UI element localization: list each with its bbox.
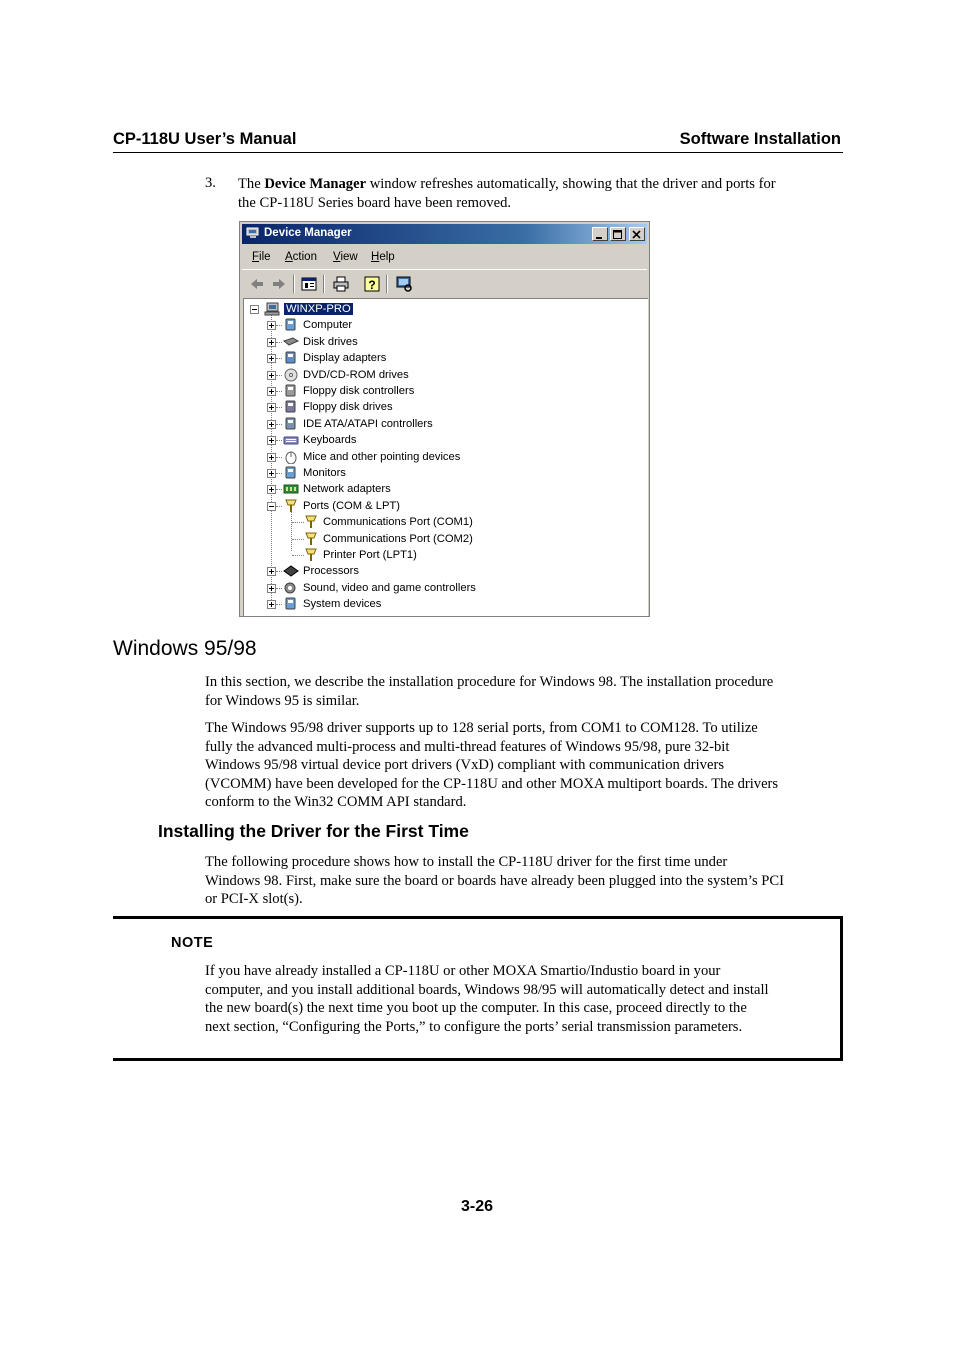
text-line: (VCOMM) have been developed for the CP-118U and other MOXA multiport boards. The drivers bbox=[205, 775, 779, 792]
tree-connector bbox=[276, 325, 282, 326]
section-title: Windows 95/98 bbox=[113, 637, 257, 660]
menu-help-label: elp bbox=[379, 251, 395, 263]
tree-item[interactable] bbox=[244, 416, 644, 432]
title-bar[interactable] bbox=[242, 224, 647, 244]
header-rule bbox=[113, 152, 843, 153]
collapse-minus-icon[interactable] bbox=[267, 502, 276, 511]
tree-item[interactable] bbox=[244, 563, 644, 579]
tree-item[interactable] bbox=[244, 498, 644, 514]
tree-connector bbox=[276, 407, 282, 408]
step-3-rest: window refreshes automatically, showing that the driver and ports for bbox=[366, 176, 776, 192]
port-icon bbox=[303, 548, 319, 562]
text-line: or PCI-X slot(s). bbox=[205, 891, 303, 907]
tree-item-label: DVD/CD-ROM drives bbox=[303, 368, 409, 381]
tree-connector bbox=[276, 604, 282, 605]
tree-connector bbox=[276, 506, 282, 507]
tree-connector bbox=[276, 342, 282, 343]
menu-view-label: iew bbox=[340, 251, 358, 263]
tree-item-label: Sound, video and game controllers bbox=[303, 581, 476, 594]
expand-plus-icon[interactable] bbox=[267, 403, 276, 412]
expand-plus-icon[interactable] bbox=[267, 469, 276, 478]
text-line: If you have already installed a CP-118U or other MOXA Smartio/Industio board in your bbox=[205, 963, 721, 979]
expand-plus-icon[interactable] bbox=[267, 485, 276, 494]
computer-icon bbox=[283, 318, 299, 332]
tree-item-label: Floppy disk controllers bbox=[303, 385, 415, 397]
tree-connector bbox=[276, 457, 282, 458]
tree-item[interactable] bbox=[244, 399, 644, 415]
step-3-pre: The bbox=[238, 176, 265, 192]
tree-child-label: Printer Port (LPT1) bbox=[323, 549, 417, 561]
step-number: 3. bbox=[205, 175, 216, 191]
expand-plus-icon[interactable] bbox=[267, 600, 276, 609]
tree-item[interactable] bbox=[244, 449, 644, 465]
processor-icon bbox=[283, 564, 299, 578]
properties-icon[interactable] bbox=[300, 275, 318, 293]
device-manager-icon bbox=[246, 227, 260, 239]
sound-icon bbox=[283, 581, 299, 595]
tree-item-label: IDE ATA/ATAPI controllers bbox=[303, 417, 433, 430]
computer-root bbox=[264, 302, 280, 316]
step-3-line2: the CP-118U Series board have been removed. bbox=[238, 194, 512, 211]
help-icon[interactable] bbox=[363, 275, 381, 293]
header-section-title: Software Installation bbox=[679, 130, 841, 148]
menu-action[interactable] bbox=[285, 251, 317, 263]
minimize-button[interactable] bbox=[592, 227, 608, 241]
tree-item-label: Ports (COM & LPT) bbox=[303, 499, 400, 512]
expand-plus-icon[interactable] bbox=[267, 567, 276, 576]
tree-child-label: Communications Port (COM1) bbox=[323, 516, 473, 529]
menu-view[interactable] bbox=[333, 251, 358, 263]
header-manual-title: CP-118U User’s Manual bbox=[113, 130, 297, 148]
tree-item[interactable] bbox=[244, 580, 644, 596]
svg-text:?: ? bbox=[368, 278, 376, 292]
menu-action-accel: A bbox=[285, 251, 293, 263]
menu-help-accel: H bbox=[371, 251, 380, 263]
collapse-minus-icon[interactable] bbox=[250, 305, 259, 314]
tree-connector bbox=[276, 424, 282, 425]
system-devices-icon bbox=[283, 597, 299, 611]
section-paragraph-2 bbox=[205, 719, 845, 812]
close-icon bbox=[630, 229, 644, 241]
section-paragraph-1 bbox=[205, 673, 845, 710]
print-icon[interactable] bbox=[332, 275, 350, 293]
tree-item[interactable] bbox=[244, 334, 644, 350]
tree-item-label: Monitors bbox=[303, 467, 346, 479]
tree-item-label: Keyboards bbox=[303, 434, 357, 447]
page-number: 3-26 bbox=[460, 1198, 494, 1215]
text-line: Windows 98. First, make sure the board or boards have already been plugged into the system’s PCI bbox=[205, 872, 784, 889]
expand-plus-icon[interactable] bbox=[267, 387, 276, 396]
text-line: next section, “Configuring the Ports,” to configure the ports’ serial transmission parameters. bbox=[205, 1018, 743, 1035]
device-manager-window bbox=[239, 221, 650, 617]
disk-drive-icon bbox=[283, 335, 299, 349]
menu-bar bbox=[242, 246, 647, 268]
note-label: NOTE bbox=[171, 935, 214, 951]
toolbar bbox=[242, 269, 647, 297]
text-line: conform to the Win32 COMM API standard. bbox=[205, 794, 467, 810]
tree-connector bbox=[276, 473, 282, 474]
tree-item[interactable] bbox=[244, 596, 644, 612]
menu-help[interactable] bbox=[371, 251, 395, 263]
text-line: In this section, we describe the installation procedure for Windows 98. The installation procedure bbox=[205, 674, 774, 690]
floppy-controller-icon bbox=[283, 384, 299, 398]
tree-root-label: WINXP-PRO bbox=[286, 303, 351, 315]
subsection-paragraph bbox=[205, 853, 850, 909]
expand-plus-icon[interactable] bbox=[267, 354, 276, 363]
text-line: the new board(s) the next time you boot up the computer. In this case, proceed directly to the bbox=[205, 1000, 747, 1016]
tree-item[interactable] bbox=[244, 367, 644, 383]
text-line: computer, and you install additional boards, Windows 98/95 will automatically detect and install bbox=[205, 981, 769, 998]
window-title: Device Manager bbox=[264, 227, 352, 239]
device-tree bbox=[243, 298, 648, 617]
text-line: The Windows 95/98 driver supports up to 128 serial ports, from COM1 to COM128. To utilize bbox=[205, 720, 758, 736]
toolbar-separator bbox=[323, 275, 325, 293]
tree-item[interactable] bbox=[244, 350, 644, 366]
menu-view-accel: V bbox=[333, 251, 341, 263]
tree-item-label: Floppy disk drives bbox=[303, 401, 393, 414]
tree-item[interactable] bbox=[244, 481, 644, 497]
tree-connector bbox=[276, 375, 282, 376]
tree-connector bbox=[276, 391, 282, 392]
expand-plus-icon[interactable] bbox=[267, 420, 276, 429]
step-3-bold: Device Manager bbox=[264, 176, 367, 192]
keyboard-icon bbox=[283, 433, 299, 447]
note-text bbox=[205, 962, 835, 1036]
network-adapter-icon bbox=[283, 482, 299, 496]
tree-item-label: Disk drives bbox=[303, 335, 358, 348]
tree-child-item[interactable] bbox=[244, 514, 644, 530]
tree-connector bbox=[276, 571, 282, 572]
tree-item[interactable] bbox=[244, 317, 644, 333]
text-line: fully the advanced multi-process and multi-thread features of Windows 95/98, pure 32-bit bbox=[205, 738, 730, 755]
menu-file-accel: F bbox=[252, 251, 260, 263]
expand-plus-icon[interactable] bbox=[267, 453, 276, 462]
maximize-button[interactable] bbox=[610, 227, 626, 241]
tree-item[interactable] bbox=[244, 432, 644, 448]
expand-plus-icon[interactable] bbox=[267, 338, 276, 347]
tree-item[interactable] bbox=[244, 465, 644, 481]
tree-item-label: Network adapters bbox=[303, 483, 391, 496]
toolbar-separator bbox=[386, 275, 388, 293]
back-arrow-icon[interactable] bbox=[248, 275, 266, 293]
tree-item-label: Display adapters bbox=[303, 352, 387, 365]
text-line: The following procedure shows how to install the CP-118U driver for the first time under bbox=[205, 854, 728, 870]
monitor-icon bbox=[283, 466, 299, 480]
tree-item-label: Mice and other pointing devices bbox=[303, 450, 461, 463]
tree-child-item[interactable] bbox=[244, 547, 644, 563]
tree-connector bbox=[276, 489, 282, 490]
tree-item-label: System devices bbox=[303, 598, 382, 611]
scan-hardware-icon[interactable] bbox=[395, 275, 413, 293]
close-button[interactable] bbox=[629, 227, 645, 241]
tree-item-label: Processors bbox=[303, 565, 359, 578]
expand-plus-icon[interactable] bbox=[267, 584, 276, 593]
tree-connector bbox=[276, 440, 282, 441]
expand-plus-icon[interactable] bbox=[267, 436, 276, 445]
step-3-text bbox=[238, 175, 848, 212]
cdrom-icon bbox=[283, 368, 299, 382]
menu-file[interactable] bbox=[252, 251, 271, 263]
tree-item[interactable] bbox=[244, 383, 644, 399]
port-icon bbox=[303, 532, 319, 546]
text-line: for Windows 95 is similar. bbox=[205, 692, 360, 709]
expand-plus-icon[interactable] bbox=[267, 371, 276, 380]
display-adapter-icon bbox=[283, 351, 299, 365]
tree-root[interactable] bbox=[244, 301, 644, 317]
tree-item-label: Computer bbox=[303, 319, 353, 332]
tree-connector bbox=[276, 358, 282, 359]
menu-action-label: ction bbox=[292, 251, 317, 263]
menu-file-label: ile bbox=[259, 251, 271, 263]
ide-controller-icon bbox=[283, 417, 299, 431]
minimize-icon bbox=[593, 229, 607, 241]
text-line: Windows 95/98 virtual device port drivers (VxD) compliant with communication drivers bbox=[205, 757, 724, 773]
tree-child-label: Communications Port (COM2) bbox=[323, 532, 473, 545]
subsection-title: Installing the Driver for the First Time bbox=[158, 821, 469, 841]
tree-connector bbox=[276, 588, 282, 589]
port-icon bbox=[303, 515, 319, 529]
maximize-icon bbox=[611, 229, 625, 241]
forward-arrow-icon[interactable] bbox=[270, 275, 288, 293]
expand-plus-icon[interactable] bbox=[267, 321, 276, 330]
mouse-icon bbox=[283, 450, 299, 464]
tree-child-item[interactable] bbox=[244, 531, 644, 547]
floppy-drive-icon bbox=[283, 400, 299, 414]
toolbar-separator bbox=[293, 275, 295, 293]
